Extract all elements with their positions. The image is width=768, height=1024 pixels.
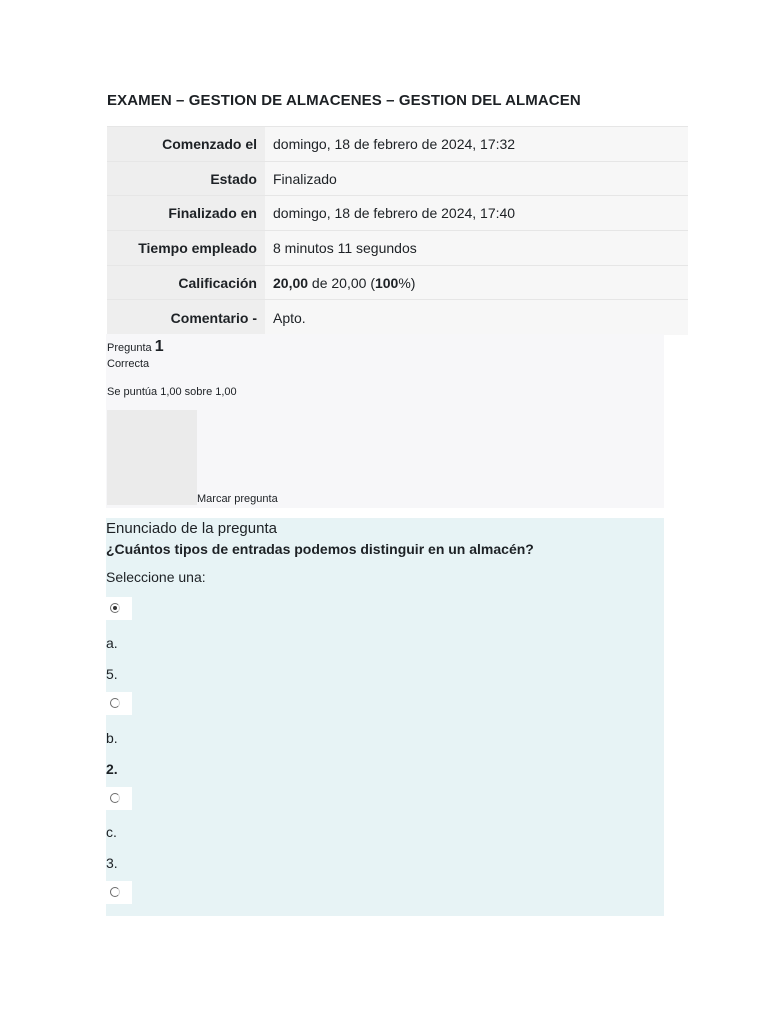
summary-value: Apto. bbox=[265, 300, 688, 335]
radio-unchecked-icon[interactable] bbox=[110, 698, 120, 708]
question-number-line bbox=[107, 338, 164, 356]
summary-row-state bbox=[107, 161, 688, 196]
radio-checked-icon[interactable] bbox=[110, 603, 120, 613]
question-prefix: Pregunta bbox=[107, 342, 155, 354]
radio-unchecked-icon[interactable] bbox=[110, 887, 120, 897]
summary-value: domingo, 18 de febrero de 2024, 17:32 bbox=[265, 127, 688, 162]
question-number: 1 bbox=[154, 338, 164, 355]
summary-label: Finalizado en bbox=[107, 196, 265, 231]
option-letter: a. bbox=[106, 635, 118, 651]
summary-label: Comenzado el bbox=[107, 127, 265, 162]
question-grade: Se puntúa 1,00 sobre 1,00 bbox=[107, 386, 237, 398]
question-content-panel bbox=[106, 518, 664, 916]
question-info-panel bbox=[106, 334, 664, 508]
summary-row-grade bbox=[107, 265, 688, 300]
option-value: 5. bbox=[106, 666, 118, 682]
answer-option-b[interactable] bbox=[106, 692, 132, 715]
option-value: 2. bbox=[106, 761, 118, 777]
answer-option-extra[interactable] bbox=[106, 881, 132, 904]
summary-label: Calificación bbox=[107, 265, 265, 300]
question-state: Correcta bbox=[107, 358, 150, 370]
summary-value: Finalizado bbox=[265, 161, 688, 196]
answer-option-c[interactable] bbox=[106, 787, 132, 810]
summary-label: Estado bbox=[107, 161, 265, 196]
grade-obtained: 20,00 bbox=[273, 274, 309, 291]
summary-label: Comentario - bbox=[107, 300, 265, 335]
question-heading: Enunciado de la pregunta bbox=[106, 520, 277, 537]
grade-end: %) bbox=[398, 274, 416, 291]
option-letter: c. bbox=[106, 824, 117, 840]
answer-option-a[interactable] bbox=[106, 597, 132, 620]
summary-row-started bbox=[107, 127, 688, 162]
radio-unchecked-icon[interactable] bbox=[110, 793, 120, 803]
summary-label: Tiempo empleado bbox=[107, 231, 265, 266]
attempt-summary-table bbox=[107, 126, 688, 335]
grade-percent: 100 bbox=[374, 274, 399, 291]
option-value: 3. bbox=[106, 855, 118, 871]
flag-question-link[interactable]: Marcar pregunta bbox=[197, 493, 278, 505]
summary-grade-value bbox=[265, 265, 688, 300]
summary-row-finished bbox=[107, 196, 688, 231]
option-letter: b. bbox=[106, 730, 118, 746]
exam-title: EXAMEN – GESTION DE ALMACENES – GESTION DEL ALMACEN bbox=[107, 92, 581, 109]
flag-icon[interactable] bbox=[107, 410, 197, 505]
question-text: ¿Cuántos tipos de entradas podemos distinguir en un almacén? bbox=[106, 541, 534, 557]
summary-value: domingo, 18 de febrero de 2024, 17:40 bbox=[265, 196, 688, 231]
summary-row-time-taken bbox=[107, 231, 688, 266]
summary-value: 8 minutos 11 segundos bbox=[265, 231, 688, 266]
answer-prompt: Seleccione una: bbox=[106, 569, 206, 585]
summary-row-comment bbox=[107, 300, 688, 335]
grade-middle: de 20,00 ( bbox=[308, 274, 375, 291]
